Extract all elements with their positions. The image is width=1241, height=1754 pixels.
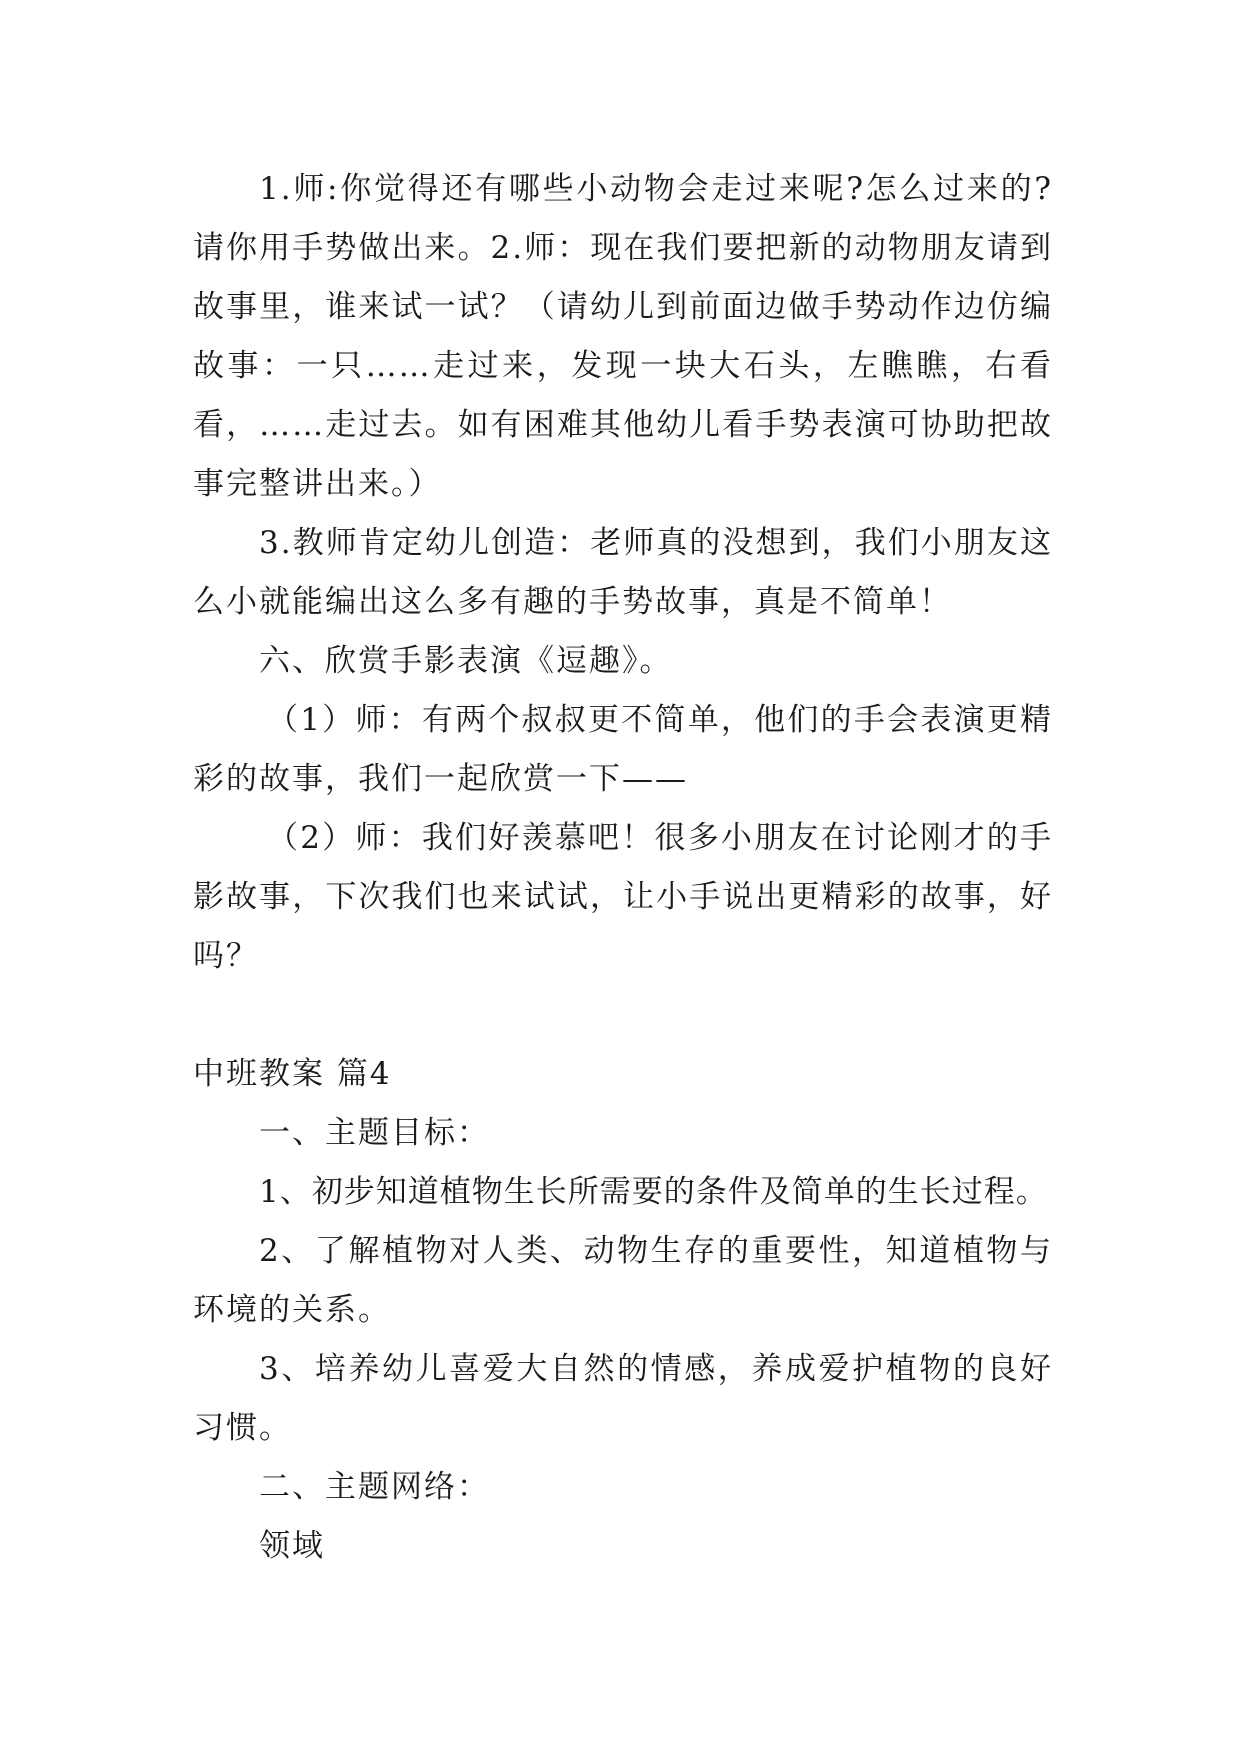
paragraph-goal-2: 2、了解植物对人类、动物生存的重要性，知道植物与环境的关系。 (193, 1233, 1053, 1328)
paragraph-domain: 领域 (259, 1528, 325, 1564)
paragraph-teacher-praise: 3.教师肯定幼儿创造：老师真的没想到，我们小朋友这么小就能编出这么多有趣的手势故事，真是不简单！ (193, 525, 1053, 620)
paragraph-network-title: 二、主题网络： (259, 1469, 490, 1505)
paragraph-goals-title: 一、主题目标： (259, 1115, 490, 1151)
paragraph-goal-3: 3、培养幼儿喜爱大自然的情感，养成爱护植物的良好习惯。 (193, 1351, 1053, 1446)
paragraph-step-six: 六、欣赏手影表演《逗趣》。 (259, 643, 673, 679)
paragraph-sub-1: （1）师：有两个叔叔更不简单，他们的手会表演更精彩的故事，我们一起欣赏一下—— (193, 702, 1053, 797)
paragraph-goal-1: 1、初步知道植物生长所需要的条件及简单的生长过程。 (259, 1174, 1048, 1210)
paragraph-teacher-questions: 1.师:你觉得还有哪些小动物会走过来呢?怎么过来的?请你用手势做出来。2.师：现在我们要把新的动物朋友请到故事里，谁来试一试？（请幼儿到前面边做手势动作边仿编故事：一只……走过来，发现一块大石头，左瞧瞧，右看看，……走过去。如有困难其他幼儿看手势表演可协助把故事完整讲出来。） (193, 171, 1053, 502)
section-heading: 中班教案 篇4 (193, 1056, 392, 1092)
document-body (193, 160, 1053, 1576)
paragraph-sub-2: （2）师：我们好羡慕吧！很多小朋友在讨论刚才的手影故事，下次我们也来试试，让小手说出更精彩的故事，好吗？ (193, 820, 1053, 974)
